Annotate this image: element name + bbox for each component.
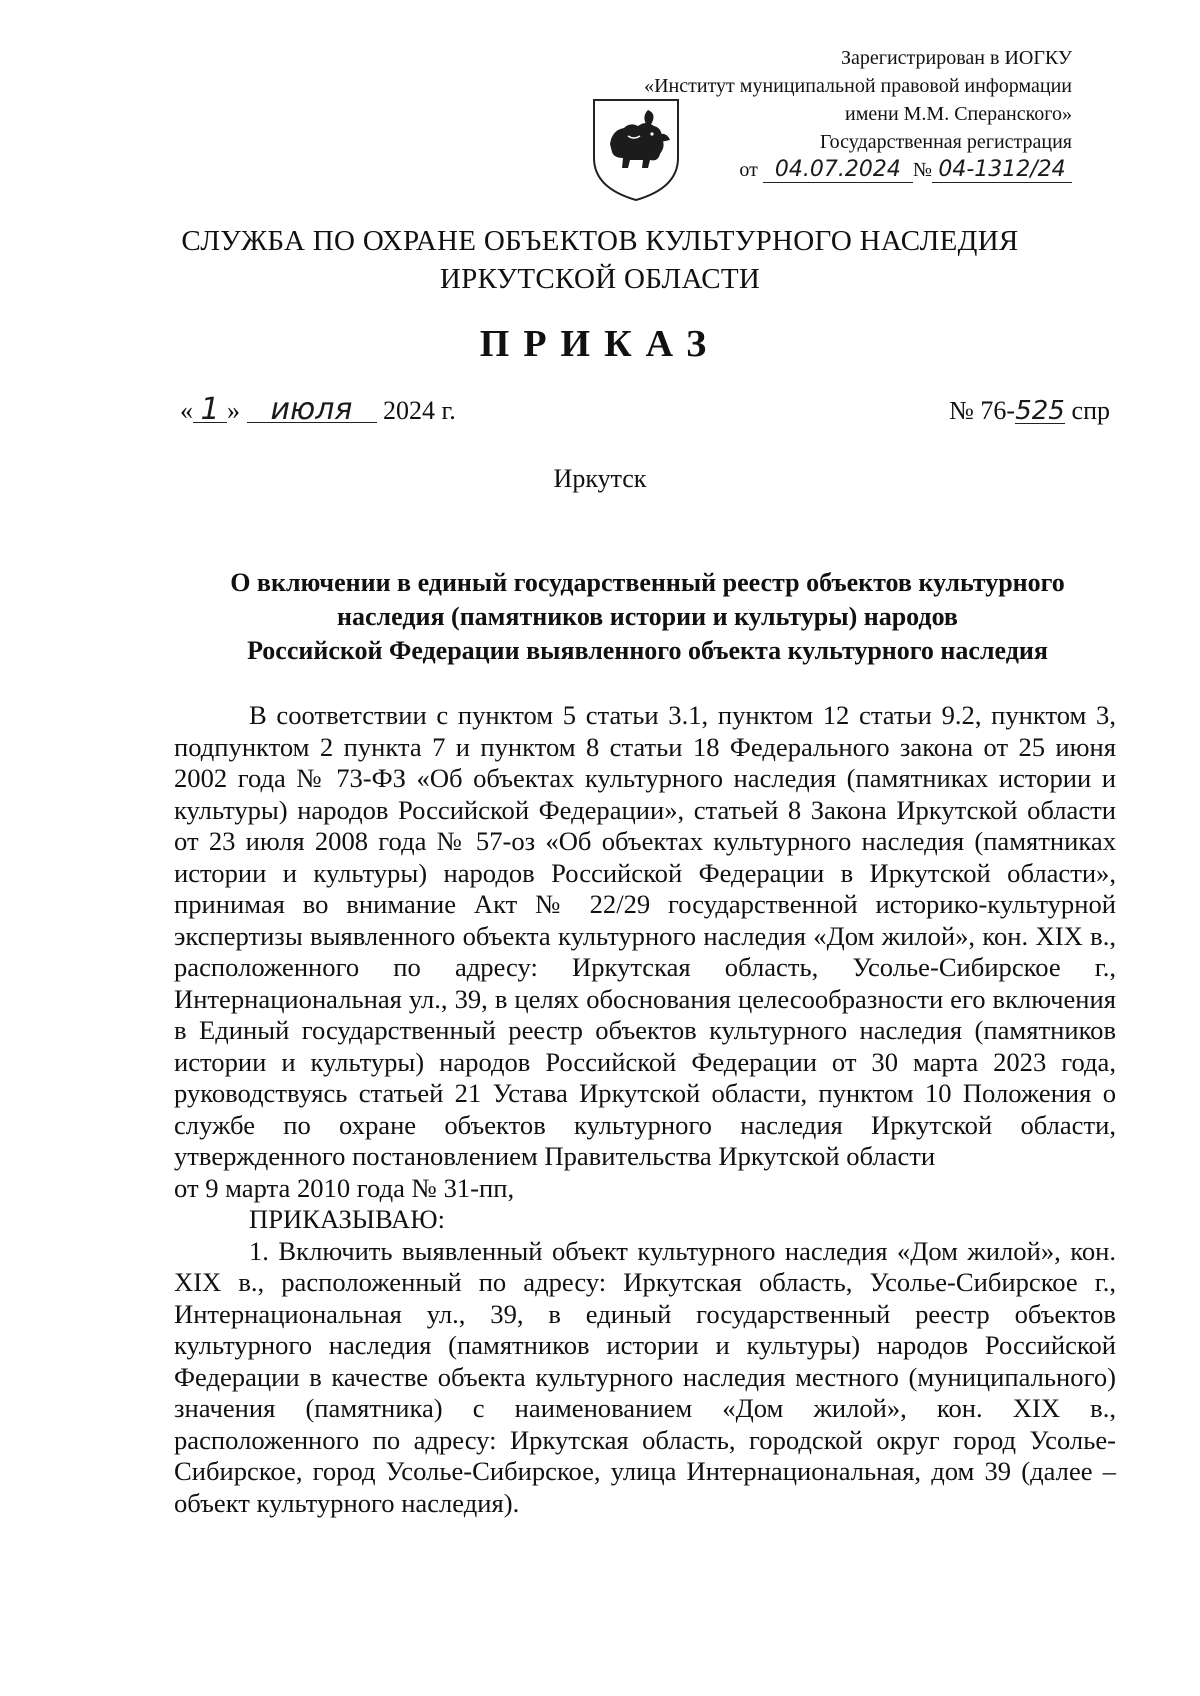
order-word: ПРИКАЗЫВАЮ: <box>249 1204 445 1234</box>
date-number-line <box>180 392 1110 438</box>
registration-line-1: Зарегистрирован в ИОГКУ <box>841 47 1072 69</box>
title-line-2: наследия (памятников истории и культуры) народов <box>337 602 958 631</box>
order-item-1: 1. Включить выявленный объект культурного наследия «Дом жилой», кон. XIX в., расположенный по адресу: Иркутская область, Усолье-Сибирское г., Интернациональная ул., 39, в единый государственный реестр объектов культурного наследия (памятников истории и культуры) народов Российской Федерации в качестве объекта культурного наследия местного (муниципального) значения (памятника) с наименованием «Дом жилой», кон. XIX в., расположенного по адресу: Иркутская область, городской округ город Усолье-Сибирское, город Усолье-Сибирское, улица Интернациональная, дом 39 (далее – объект культурного наследия). <box>174 1235 1116 1518</box>
document-title <box>180 566 1115 668</box>
registration-stamp <box>644 44 1072 184</box>
registration-from-label: от <box>739 159 758 181</box>
registration-line-2: «Институт муниципальной правовой информации <box>644 75 1072 97</box>
date-day-handwritten: 1 <box>193 398 227 423</box>
title-line-3: Российской Федерации выявленного объекта культурного наследия <box>247 636 1048 665</box>
preamble-paragraph: В соответствии с пунктом 5 статьи 3.1, пунктом 12 статьи 9.2, пунктом 3, подпунктом 2 пункта 7 и пунктом 8 статьи 18 Федерального закона от 25 июня 2002 года № 73-ФЗ «Об объектах культурного наследия (памятниках истории и культуры) народов Российской Федерации», статьей 8 Закона Иркутской области от 23 июля 2008 года № 57-оз «Об объектах культурного наследия (памятниках истории и культуры) народов Российской Федерации в Иркутской области», принимая во внимание Акт № 22/29 государственной историко-культурной экспертизы выявленного объекта культурного наследия «Дом жилой», кон. XIX в., расположенного по адресу: Иркутская область, Усолье-Сибирское г., Интернациональная ул., 39, в целях обоснования целесообразности его включения в Единый государственный реестр объектов культурного наследия (памятников истории и культуры) народов Российской Федерации от 30 марта 2023 года, руководствуясь статьей 21 Устава Иркутской области, пунктом 10 Положения о службе по охране объектов культурного наследия Иркутской области, утвержденного постановлением Правительства Иркутской области <box>174 700 1116 1171</box>
registration-date-number <box>644 156 1072 184</box>
agency-name-line-1: СЛУЖБА ПО ОХРАНЕ ОБЪЕКТОВ КУЛЬТУРНОГО НАСЛЕДИЯ <box>181 225 1019 257</box>
order-number-handwritten: 525 <box>1015 396 1065 426</box>
registration-date-handwritten: 04.07.2024 <box>763 158 913 183</box>
date-quote-close: » <box>227 396 240 425</box>
registration-number-handwritten: 04-1312/24 <box>932 158 1072 183</box>
irkutsk-coat-of-arms-icon <box>588 96 684 204</box>
date-year: 2024 г. <box>383 396 456 425</box>
agency-name <box>0 222 1200 298</box>
registration-number-label: № <box>912 159 932 181</box>
registration-line-3: имени М.М. Сперанского» <box>845 103 1072 125</box>
date-month-handwritten: июля <box>247 398 377 423</box>
document-type: ПРИКАЗ <box>479 323 721 365</box>
order-number <box>949 396 1110 426</box>
date-quote-open: « <box>180 396 193 425</box>
document-body <box>174 700 1116 1519</box>
order-number-suffix: спр <box>1071 396 1110 425</box>
title-line-1: О включении в единый государственный реестр объектов культурного <box>230 568 1065 597</box>
city: Иркутск <box>553 464 647 493</box>
registration-line-4: Государственная регистрация <box>819 131 1072 153</box>
agency-name-line-2: ИРКУТСКОЙ ОБЛАСТИ <box>439 263 761 295</box>
order-date <box>180 392 456 427</box>
order-number-prefix: № 76- <box>949 396 1016 425</box>
preamble-end: от 9 марта 2010 года № 31-пп, <box>174 1172 515 1203</box>
